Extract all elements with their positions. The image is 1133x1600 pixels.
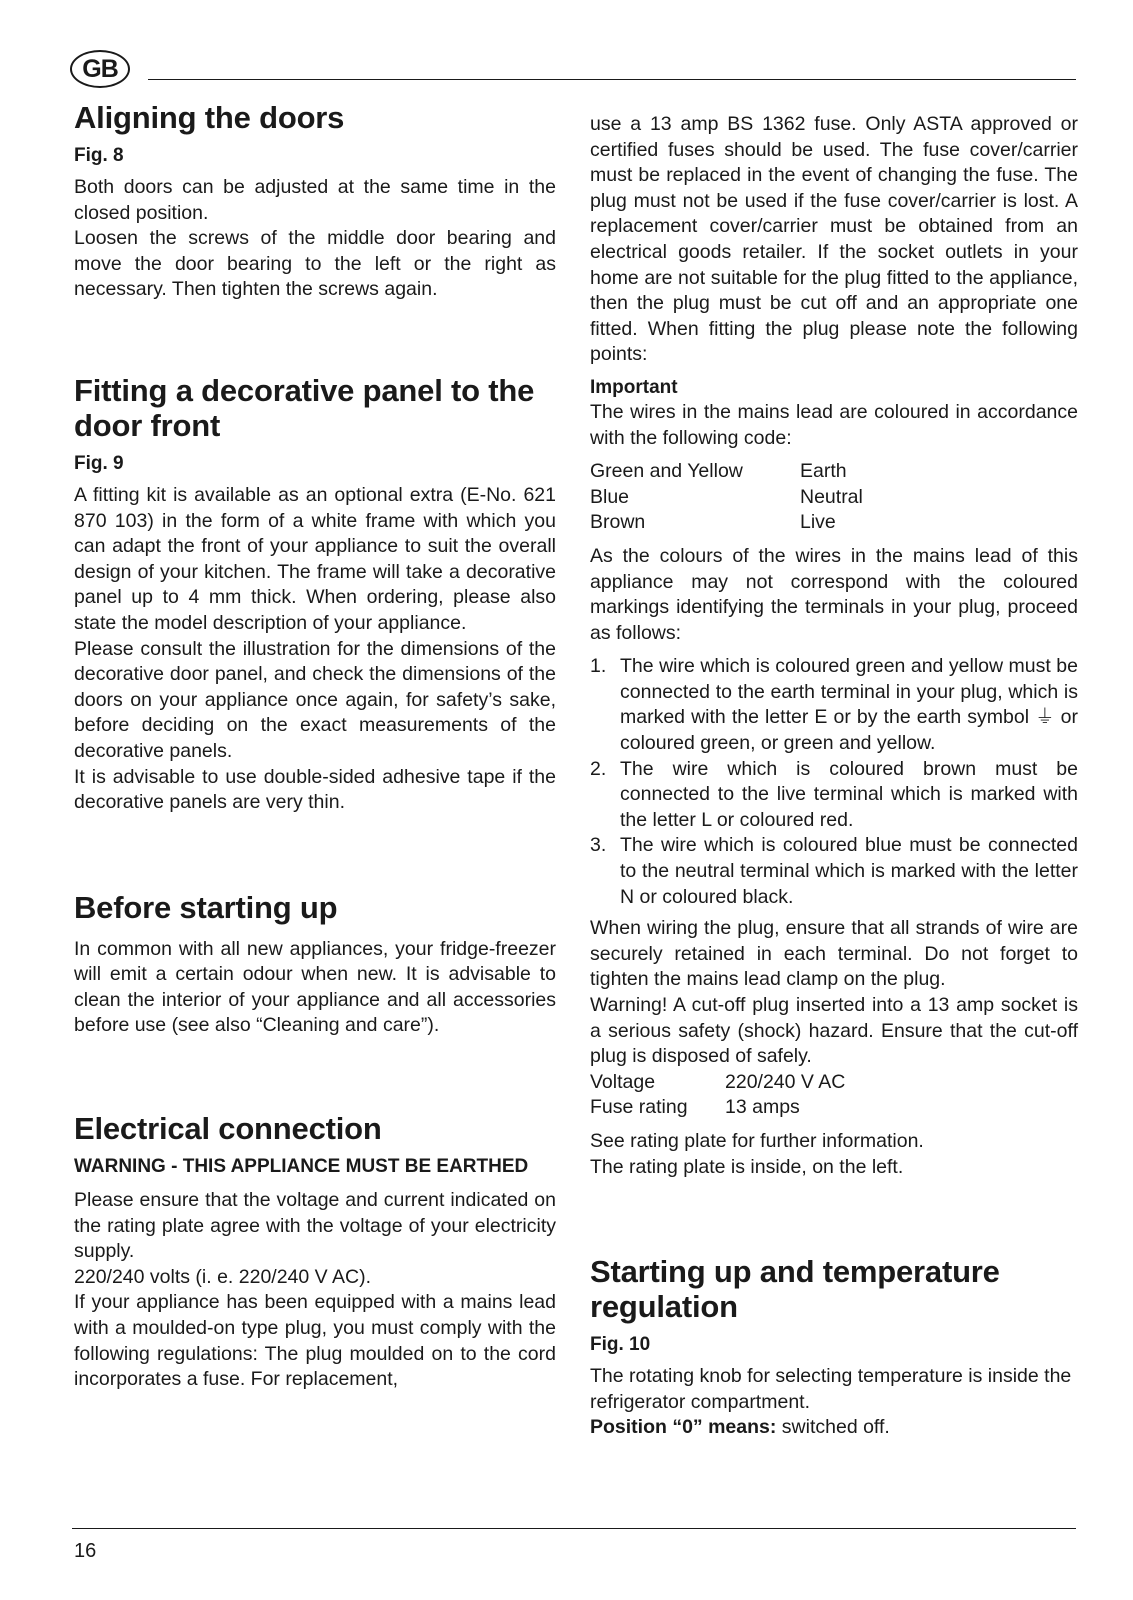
- step-number: 1.: [590, 655, 607, 678]
- section-decorative-panel: [74, 373, 556, 816]
- paragraph: It is advisable to use double-sided adhesive tape if the decorative panels are very thin.: [74, 765, 556, 814]
- spec-value: 13 amps: [725, 1096, 800, 1119]
- table-row: [590, 459, 863, 485]
- step-number: 3.: [590, 834, 607, 857]
- figure-reference: Fig. 10: [590, 1334, 651, 1356]
- wiring-steps: [590, 654, 1078, 910]
- position-text: switched off.: [776, 1416, 890, 1439]
- section-electrical-connection: [74, 1111, 556, 1393]
- paragraph: In common with all new appliances, your fridge-freezer will emit a certain odour when new. It is advisable to clean the interior of your appliance and all accessories before use (see also “Cleaning and care”).: [74, 937, 556, 1037]
- spec-value: 220/240 V AC: [725, 1070, 846, 1093]
- spec-label: Fuse rating: [590, 1096, 688, 1119]
- section-title: Starting up and temperature regulation: [590, 1254, 1000, 1325]
- table-row: [590, 1095, 845, 1121]
- paragraph: If your appliance has been equipped with a mains lead with a moulded-on type plug, you must comply with the following regulations: The plug moulded on to the cord incorporates a fuse. For replacement,: [74, 1291, 556, 1391]
- position-note: [590, 1415, 1078, 1441]
- figure-reference: Fig. 8: [74, 145, 124, 166]
- page-number: 16: [74, 1540, 97, 1562]
- paragraph: use a 13 amp BS 1362 fuse. Only ASTA approved or certified fuses should be used. The fuse cover/carrier must be replaced in the event of changing the fuse. The plug must not be used if the fuse cover/carrier is lost. A replacement cover/carrier must be obtained from an electrical goods retailer. If the socket outlets in your home are not suitable for the plug fitted to the appliance, then the plug must be cut off and an appropriate one fitted. When fitting the plug please note the following points:: [590, 113, 1078, 366]
- wire-meaning: Earth: [800, 460, 847, 483]
- paragraph: Both doors can be adjusted at the same time in the closed position.: [74, 176, 556, 224]
- section-title: Electrical connection: [74, 1111, 382, 1147]
- wire-colour: Brown: [590, 511, 646, 534]
- right-column: [590, 100, 1078, 1441]
- step-text: The wire which is coloured brown must be connected to the live terminal which is marked with the letter L or coloured red.: [620, 757, 1078, 831]
- section-title: Before starting up: [74, 889, 338, 925]
- footer-rule: [72, 1528, 1076, 1529]
- wire-colour: Green and Yellow: [590, 460, 743, 483]
- specs-table: [590, 1070, 845, 1121]
- paragraph: The wires in the mains lead are coloured in accordance with the following code:: [590, 400, 1078, 449]
- paragraph: A fitting kit is available as an optional extra (E-No. 621 870 103) in the form of a white frame with which you can adapt the front of your appliance to suit the overall design of your kitchen. The frame will take a decorative panel up to 4 mm thick. When ordering, please also state the model description of your appliance.: [74, 483, 556, 634]
- paragraph: As the colours of the wires in the mains lead of this appliance may not correspond with the coloured markings identifying the terminals in your plug, proceed as follows:: [590, 544, 1078, 644]
- section-aligning-doors: [74, 100, 556, 303]
- header-rule: [148, 79, 1076, 80]
- left-column: [74, 100, 556, 1393]
- table-row: [590, 1070, 845, 1096]
- paragraph: The rotating knob for selecting temperature is inside the refrigerator compartment.: [590, 1365, 1072, 1413]
- paragraph: Loosen the screws of the middle door bearing and move the door bearing to the left or the right as necessary. Then tighten the screws again.: [74, 227, 556, 301]
- figure-reference: Fig. 9: [74, 452, 124, 474]
- list-item: [590, 833, 1078, 910]
- paragraph: The rating plate is inside, on the left.: [590, 1155, 904, 1178]
- paragraph: Please consult the illustration for the dimensions of the decorative door panel, and check the dimensions of the doors on your appliance once again, for safety’s sake, before deciding on the exact measurements of the decorative panels.: [74, 637, 556, 762]
- important-label: Important: [590, 376, 678, 398]
- paragraph: 220/240 volts (i. e. 220/240 V AC).: [74, 1265, 372, 1288]
- table-row: [590, 485, 863, 511]
- country-badge: GB: [70, 50, 130, 88]
- wire-colour-table: [590, 459, 863, 536]
- wire-meaning: Neutral: [800, 485, 863, 508]
- paragraph: Warning! A cut-off plug inserted into a 13 amp socket is a serious safety (shock) hazard. Ensure that the cut-off plug is disposed of safely.: [590, 994, 1078, 1068]
- step-text: The wire which is coloured blue must be connected to the neutral terminal which is marked with the letter N or coloured black.: [620, 834, 1078, 908]
- step-text: The wire which is coloured green and yellow must be connected to the earth terminal in your plug, which is marked with the letter E or by the earth symbol ⏚ or coloured green, or green and yellow.: [620, 655, 1078, 755]
- paragraph: See rating plate for further information.: [590, 1129, 924, 1152]
- wire-meaning: Live: [800, 511, 836, 534]
- wire-colour: Blue: [590, 485, 630, 508]
- section-before-starting: [74, 890, 556, 1039]
- position-label: Position “0” means:: [590, 1416, 777, 1439]
- step-number: 2.: [590, 757, 607, 780]
- warning-notice: WARNING - THIS APPLIANCE MUST BE EARTHED: [74, 1156, 529, 1178]
- paragraph: When wiring the plug, ensure that all strands of wire are securely retained in each terminal. Do not forget to tighten the mains lead clamp on the plug.: [590, 917, 1078, 991]
- list-item: [590, 757, 1078, 834]
- section-title: Aligning the doors: [74, 100, 345, 135]
- paragraph: Please ensure that the voltage and current indicated on the rating plate agree with the voltage of your electricity supply.: [74, 1189, 556, 1263]
- section-title: Fitting a decorative panel to the door front: [74, 372, 535, 443]
- section-starting-up: [590, 1254, 1078, 1441]
- list-item: [590, 654, 1078, 756]
- table-row: [590, 510, 863, 536]
- spec-label: Voltage: [590, 1070, 656, 1093]
